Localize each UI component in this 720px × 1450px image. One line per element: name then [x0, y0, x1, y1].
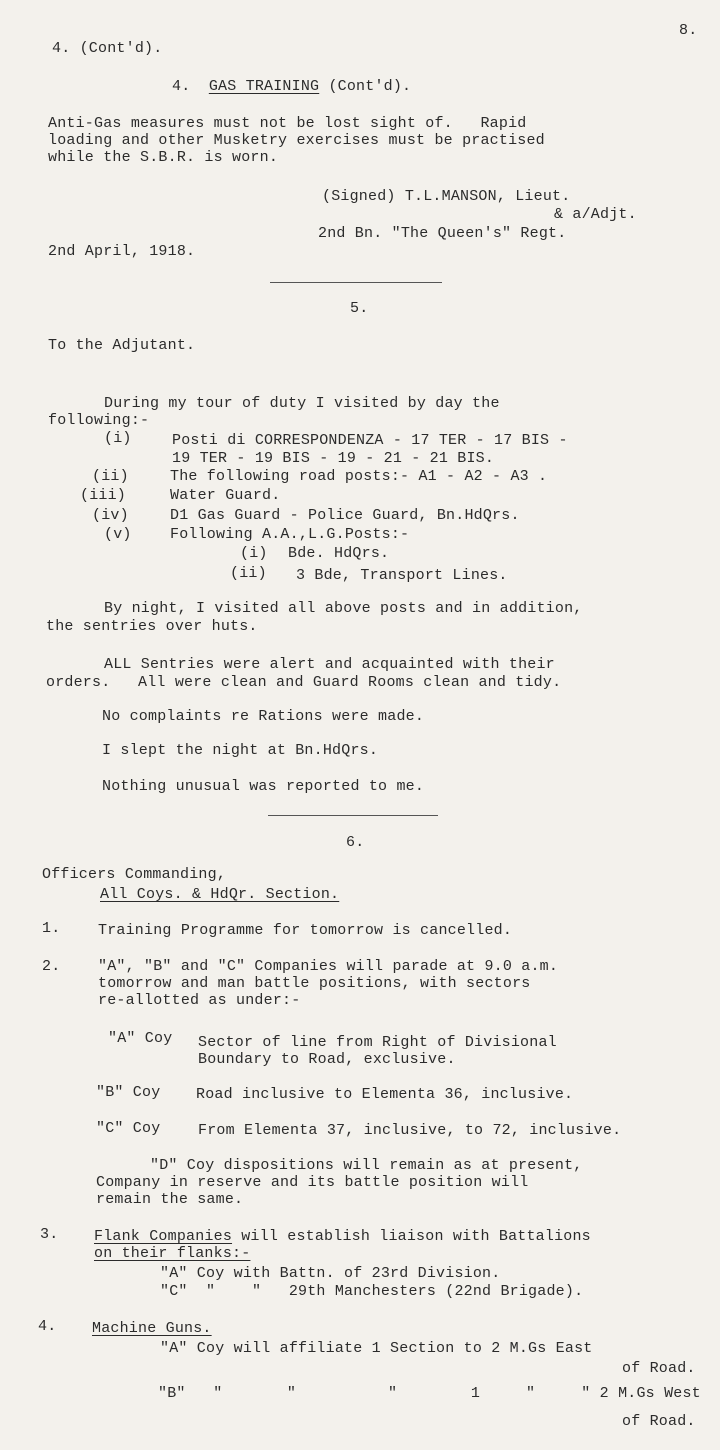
s5-night-line: By night, I visited all above posts and in addition,: [104, 600, 583, 617]
divider: [268, 815, 438, 816]
s4-signed: (Signed) T.L.MANSON, Lieut.: [322, 188, 571, 205]
header-continued: 4. (Cont'd).: [52, 40, 163, 57]
s5-number: 5.: [350, 300, 369, 317]
s6-para4-line: of Road.: [622, 1413, 696, 1430]
s6-para2-line: re-allotted as under:-: [98, 992, 301, 1009]
s5-sub-text: 3 Bde, Transport Lines.: [296, 567, 508, 584]
s6-para3-line: "C" " " 29th Manchesters (22nd Brigade).: [160, 1283, 584, 1300]
s4-heading-suffix: (Cont'd).: [328, 78, 412, 95]
s4-para-line: while the S.B.R. is worn.: [48, 149, 279, 166]
s5-item-text: Water Guard.: [170, 487, 281, 504]
s6-para3-line: [94, 1228, 591, 1245]
s6-coy-text: Boundary to Road, exclusive.: [198, 1051, 456, 1068]
s5-nothing: Nothing unusual was reported to me.: [102, 778, 425, 795]
s5-sub-num: (ii): [230, 565, 267, 582]
s5-item-num: (i): [104, 430, 132, 447]
s6-d-line: remain the same.: [96, 1191, 244, 1208]
s5-item-num: (iv): [92, 507, 129, 524]
s5-sentries-line: orders. All were clean and Guard Rooms clean and tidy.: [46, 674, 562, 691]
s6-to: Officers Commanding,: [42, 866, 227, 883]
s6-para4-line: of Road.: [622, 1360, 696, 1377]
s5-sub-text: Bde. HdQrs.: [288, 545, 390, 562]
s6-coy-text: From Elementa 37, inclusive, to 72, inclusive.: [198, 1122, 622, 1139]
divider: [270, 282, 442, 283]
s5-intro-line: following:-: [48, 412, 150, 429]
s5-complaints: No complaints re Rations were made.: [102, 708, 425, 725]
s5-item-text: 19 TER - 19 BIS - 19 - 21 - 21 BIS.: [172, 450, 495, 467]
s6-coy-label: "A" Coy: [108, 1030, 173, 1047]
s5-sentries-line: ALL Sentries were alert and acquainted with their: [104, 656, 555, 673]
s4-para-line: loading and other Musketry exercises must be practised: [48, 132, 545, 149]
s5-item-num: (ii): [92, 468, 129, 485]
s6-para3-line: on their flanks:-: [94, 1245, 251, 1262]
s6-para-num: 1.: [42, 920, 61, 937]
s5-item-text: D1 Gas Guard - Police Guard, Bn.HdQrs.: [170, 507, 520, 524]
s6-coy-label: "C" Coy: [96, 1120, 161, 1137]
s4-para-line: Anti-Gas measures must not be lost sight of. Rapid: [48, 115, 527, 132]
s6-to-units: All Coys. & HdQr. Section.: [100, 886, 340, 903]
s4-heading: [172, 78, 411, 95]
s4-date: 2nd April, 1918.: [48, 243, 196, 260]
s5-item-num: (iii): [80, 487, 127, 504]
s6-para-num: 3.: [40, 1226, 59, 1243]
s6-coy-text: Sector of line from Right of Divisional: [198, 1034, 557, 1051]
s5-to: To the Adjutant.: [48, 337, 196, 354]
s5-intro-line: During my tour of duty I visited by day the: [104, 395, 500, 412]
s6-para3-rest: will establish liaison with Battalions: [232, 1228, 591, 1245]
s6-coy-label: "B" Coy: [96, 1084, 161, 1101]
s6-para-num: 4.: [38, 1318, 57, 1335]
s5-item-text: Posti di CORRESPONDENZA - 17 TER - 17 BIS -: [172, 432, 568, 449]
s6-flank-companies: Flank Companies: [94, 1228, 233, 1245]
s6-number: 6.: [346, 834, 365, 851]
s6-coy-text: Road inclusive to Elementa 36, inclusive.: [196, 1086, 574, 1103]
s6-d-line: "D" Coy dispositions will remain as at present,: [150, 1157, 583, 1174]
s6-machine-guns-heading: Machine Guns.: [92, 1320, 212, 1337]
s6-d-line: Company in reserve and its battle position will: [96, 1174, 529, 1191]
s4-adjt: & a/Adjt.: [554, 206, 637, 223]
s6-para4-line: "B" " " " 1 " " 2 M.Gs West: [158, 1385, 701, 1402]
s4-heading-text: GAS TRAINING: [208, 78, 320, 95]
page-number: 8.: [679, 22, 698, 39]
s6-para1: Training Programme for tomorrow is cancelled.: [98, 922, 513, 939]
s6-para3-line: "A" Coy with Battn. of 23rd Division.: [160, 1265, 501, 1282]
s6-para4-line: "A" Coy will affiliate 1 Section to 2 M.Gs East: [160, 1340, 593, 1357]
s5-item-num: (v): [104, 526, 132, 543]
s6-para2-line: "A", "B" and "C" Companies will parade at 9.0 a.m.: [98, 958, 559, 975]
s6-para2-line: tomorrow and man battle positions, with sectors: [98, 975, 531, 992]
s4-heading-num: 4.: [172, 78, 191, 95]
s6-para-num: 2.: [42, 958, 61, 975]
s5-slept: I slept the night at Bn.HdQrs.: [102, 742, 379, 759]
s5-night-line: the sentries over huts.: [46, 618, 258, 635]
s4-regt: 2nd Bn. "The Queen's" Regt.: [318, 225, 567, 242]
s5-item-text: The following road posts:- A1 - A2 - A3 .: [170, 468, 548, 485]
s5-sub-num: (i): [240, 545, 268, 562]
s5-item-text: Following A.A.,L.G.Posts:-: [170, 526, 410, 543]
